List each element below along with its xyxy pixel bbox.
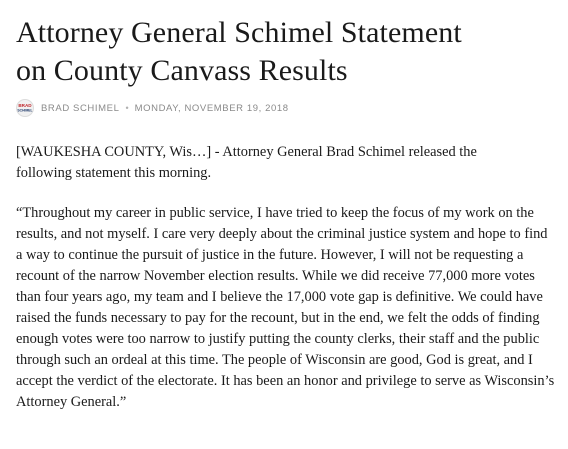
title-line-2: on County Canvass Results [16,54,348,87]
byline [16,99,556,117]
byline-separator: • [125,103,129,113]
avatar-text-top: BRAD [18,103,32,109]
article-paragraph: [WAUKESHA COUNTY, Wis…] - Attorney General Brad Schimel released the following statement this morning. [16,144,477,181]
article-title [16,14,556,90]
author-avatar[interactable] [16,99,34,117]
avatar-logo-icon [17,100,33,116]
article-paragraph: “Throughout my career in public service, I have tried to keep the focus of my work on the results, and not myself. I care very deeply about the criminal justice system and hope to find a way to continue the pursuit of justice in the future. However, I will not be requesting a recount of the narrow November election results. While we did receive 77,000 more votes than four years ago, my team and I believe the 17,000 vote gap is definitive. We could have raised the funds necessary to pay for the recount, but in the end, we felt the odds of finding enough votes were too narrow to justify putting the county clerks, their staff and the public through such an ordeal at this time. The people of Wisconsin are good, God is great, and I accept the verdict of the electorate. It has been an honor and privilege to serve as Wisconsin’s Attorney General.” [16,205,555,410]
avatar-text-bottom: SCHIMEL [17,108,33,113]
title-line-1: Attorney General Schimel Statement [16,16,462,49]
publish-date: MONDAY, NOVEMBER 19, 2018 [134,102,289,114]
article [16,14,556,413]
author-name[interactable]: BRAD SCHIMEL [41,102,120,114]
